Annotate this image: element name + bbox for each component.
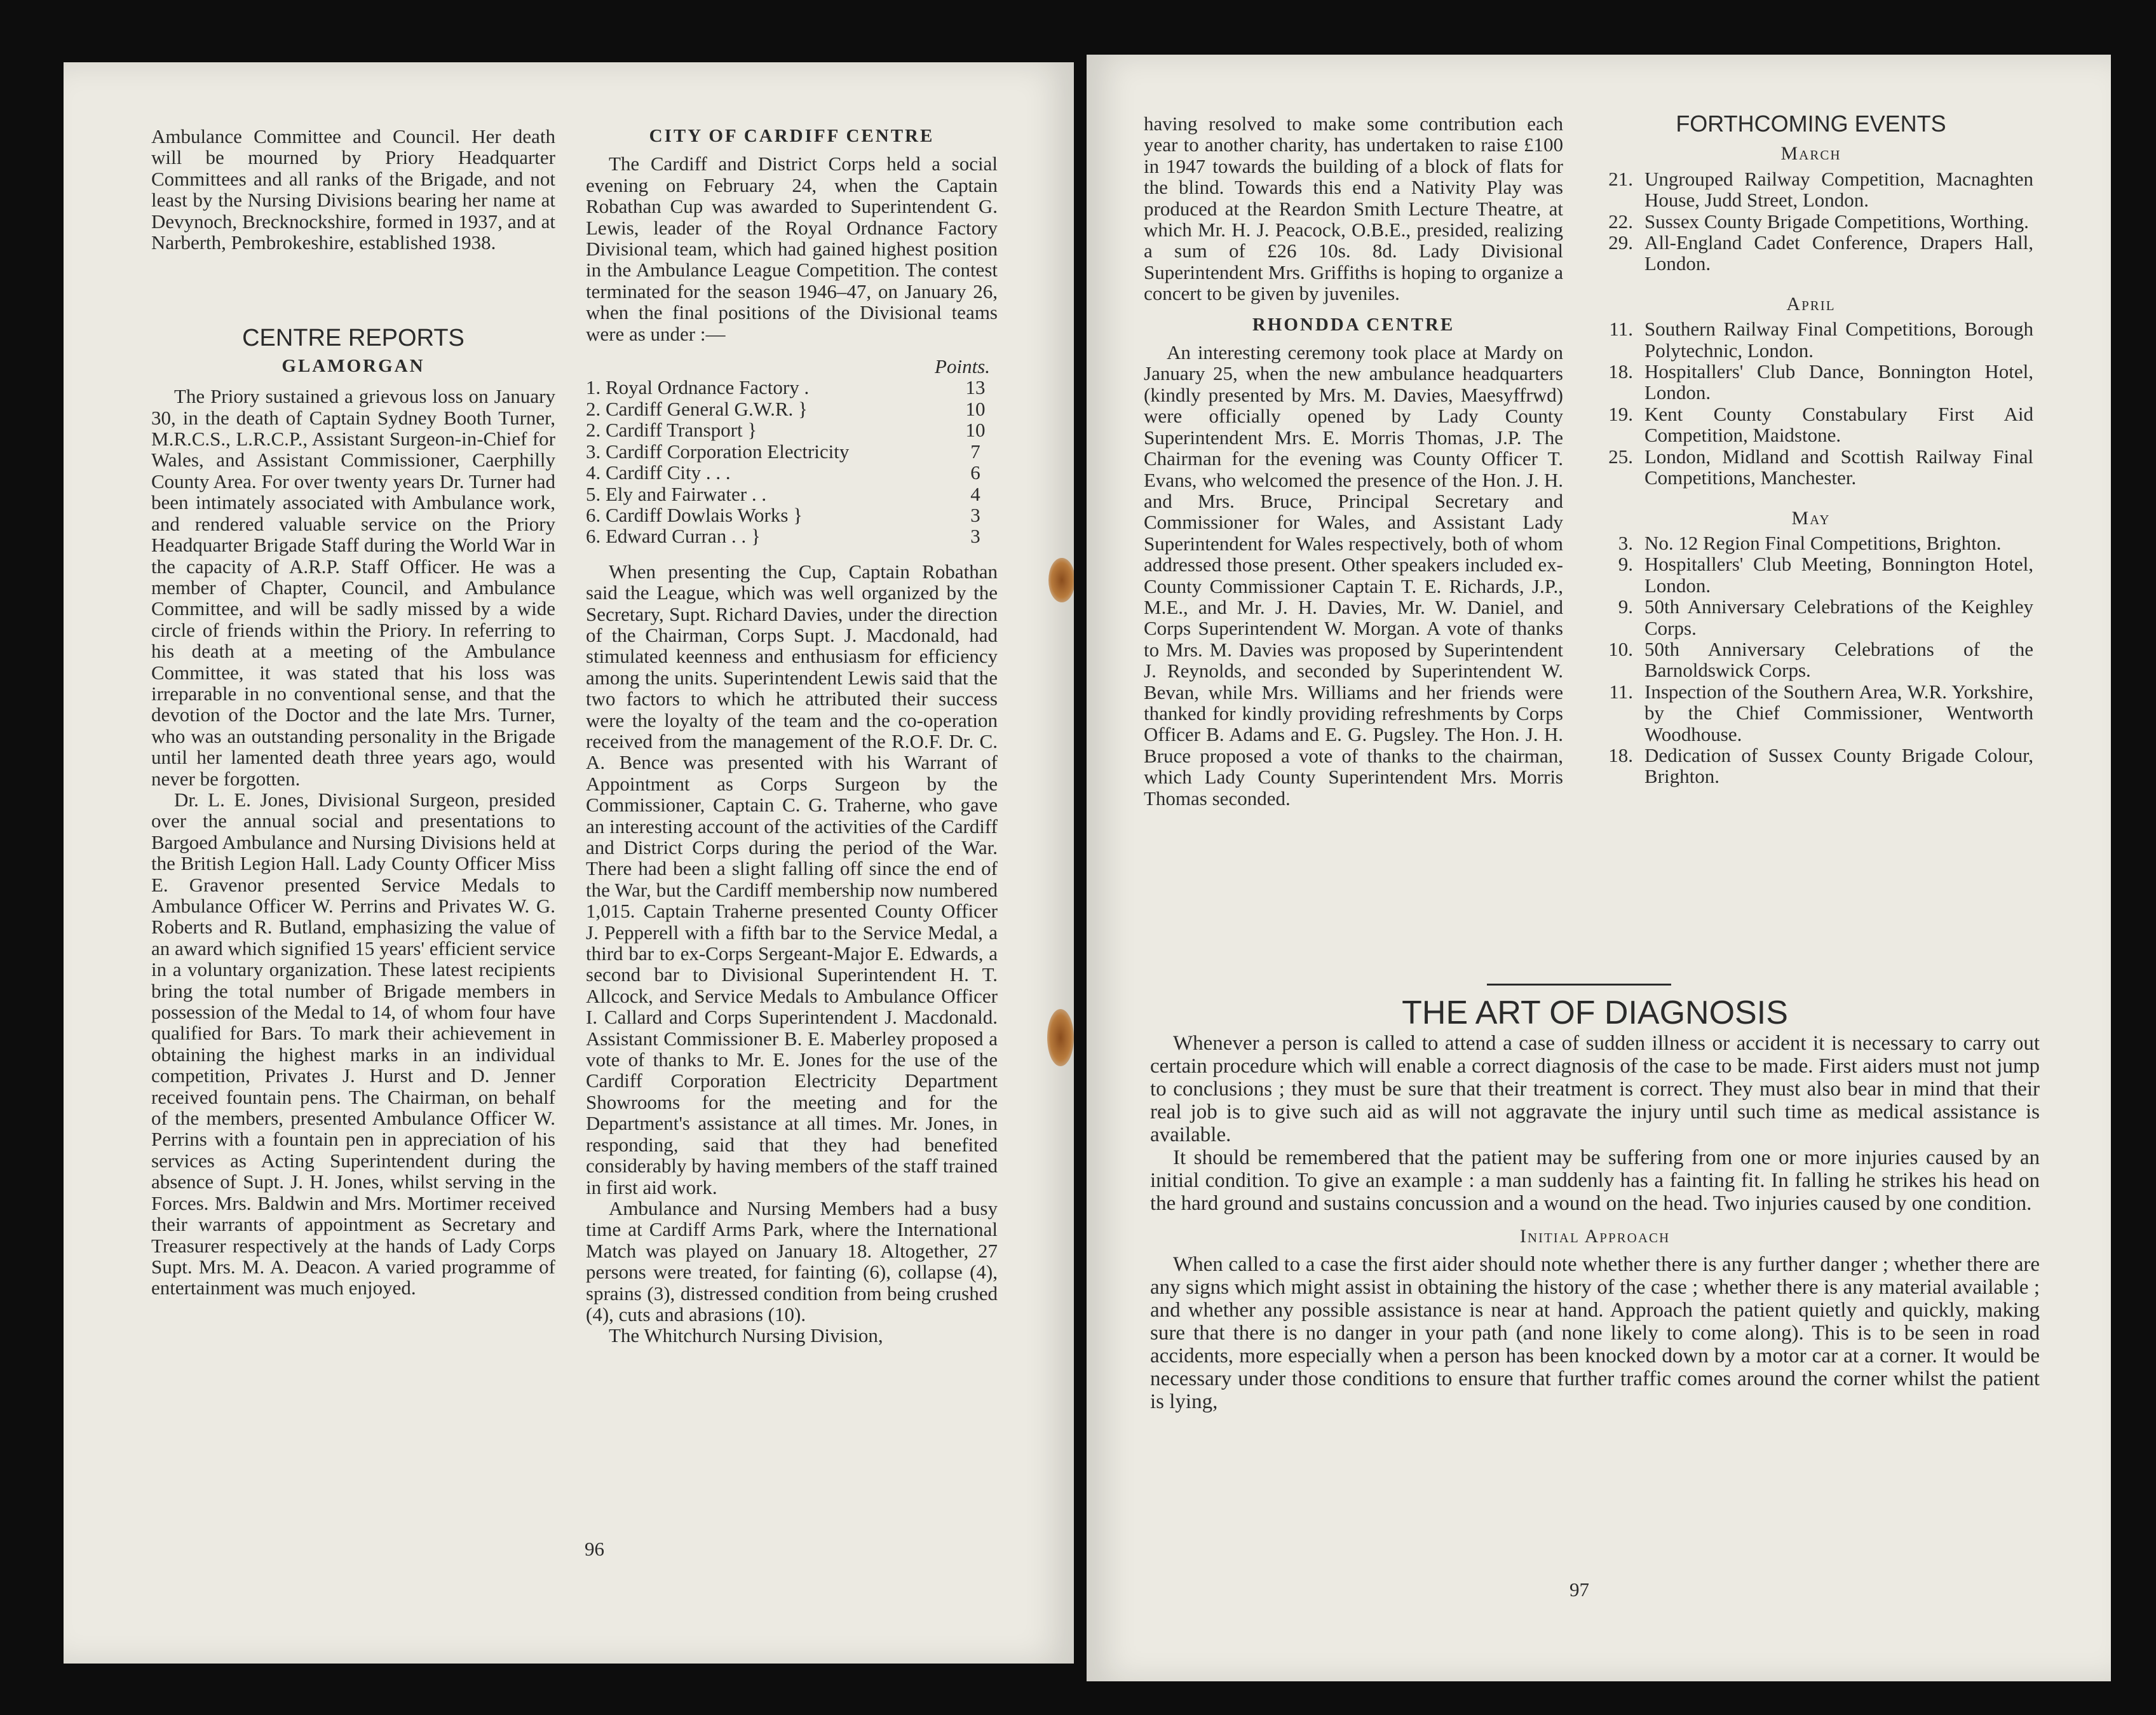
rhondda-paragraph: An interesting ceremony took place at Mardy on January 25, when the new ambulance headquarters (kindly presented by Mrs. M. Davies, Maesyffrwd) were officially opened by Lady County Superintendent Mrs. E. Morris Thomas, J.P. The Chairman for the evening was County Officer T. Evans, who welcomed the presence of the Hon. J. H. and Mrs. Bruce, Principal Secretary and Commissioner for Wales, and Assistant Lady Superintendent for Wales respectively, both of whom addressed those present. Other speakers included ex-County Commissioner Captain T. E. Richards, J.P., M.E., and Mr. J. H. Davies, Mr. W. Daniel, and Corps Superintendent W. Morgan. A vote of thanks to Mrs. M. Davies was proposed by Superintendent J. Reynolds, and seconded by Superintendent W. Bevan, while Mrs. Williams and her friends were thanked for kindly providing refreshments by Corps Officer B. Adams and E. G. Pugsley. The Hon. J. H. Bruce proposed a vote of thanks to the chairman, which Lady County Superintendent Mrs. Morris Thomas seconded. xyxy=(1144,341,1563,810)
events-list-march xyxy=(1589,168,2033,275)
page-number-right: 97 xyxy=(1570,1578,1589,1601)
event-date: 22. xyxy=(1608,210,1633,233)
events-heading: FORTHCOMING EVENTS xyxy=(1676,111,1946,137)
cardiff-paragraph-4: The Whitchurch Nursing Division, xyxy=(609,1324,883,1347)
table-row xyxy=(586,525,998,546)
event-date: 11. xyxy=(1609,680,1633,703)
team-points: 7 xyxy=(970,440,980,463)
event-date: 19. xyxy=(1608,402,1633,425)
cardiff-paragraph-1: The Cardiff and District Corps held a social evening on February 24, when the Captain Robathan Cup was awarded to Superintendent G. Lewis, leader of the Royal Ordnance Factory Divisional team, which had gained highest position in the Ambulance League Competition. The contest terminated for the season 1946–47, on January 26, when the final positions of the Divisional teams were as under :— xyxy=(586,153,998,345)
team-name: 2. Cardiff General G.W.R. } xyxy=(586,397,808,420)
rhondda-heading: RHONDDA CENTRE xyxy=(1252,314,1455,335)
events-list-april xyxy=(1589,318,2033,488)
table-row xyxy=(586,377,998,398)
league-table xyxy=(586,356,998,547)
event-date: 3. xyxy=(1618,531,1633,554)
table-row xyxy=(586,419,998,440)
table-row xyxy=(586,441,998,462)
points-header: Points. xyxy=(935,355,990,378)
list-item xyxy=(1589,532,2033,553)
event-date: 29. xyxy=(1608,231,1633,254)
table-row xyxy=(586,398,998,419)
list-item xyxy=(1589,318,2033,361)
list-item xyxy=(1589,211,2033,232)
event-date: 9. xyxy=(1618,595,1633,618)
team-points: 4 xyxy=(970,482,980,505)
centre-reports-heading: CENTRE REPORTS xyxy=(242,325,464,352)
event-text: All-England Cadet Conference, Drapers Hall, London. xyxy=(1644,231,2033,275)
table-row xyxy=(586,462,998,483)
table-row xyxy=(586,505,998,525)
section-divider xyxy=(1487,984,1671,986)
month-heading-march: March xyxy=(1780,143,1841,165)
event-date: 18. xyxy=(1608,360,1633,383)
cardiff-paragraph-3: Ambulance and Nursing Members had a busy time at Cardiff Arms Park, where the International Match was played on January 18. Altogether, 27 persons were treated, for fainting (6), collapse (4), sprains (3), distressed condition from being crushed (4), cuts and abrasions (10). xyxy=(586,1196,998,1325)
event-text: 50th Anniversary Celebrations of the Barnoldswick Corps. xyxy=(1644,637,2033,682)
stain-mark xyxy=(1047,1009,1074,1066)
list-item xyxy=(1589,403,2033,446)
team-name: 1. Royal Ordnance Factory . xyxy=(586,376,810,399)
left-page xyxy=(64,62,1074,1664)
list-item xyxy=(1589,553,2033,596)
list-item xyxy=(1589,232,2033,275)
list-item xyxy=(1589,361,2033,403)
left-column-2 xyxy=(586,126,998,1346)
list-item xyxy=(1589,745,2033,787)
team-points: 13 xyxy=(965,376,986,399)
events-list-may xyxy=(1589,532,2033,787)
team-name: 6. Cardiff Dowlais Works } xyxy=(586,503,803,526)
initial-approach-heading: Initial Approach xyxy=(1519,1226,1671,1247)
team-name: 4. Cardiff City . . . xyxy=(586,461,731,484)
list-item xyxy=(1589,639,2033,681)
event-date: 21. xyxy=(1608,167,1633,190)
event-text: No. 12 Region Final Competitions, Brighton. xyxy=(1644,531,2002,554)
event-text: Kent County Constabulary First Aid Competition, Maidstone. xyxy=(1644,402,2033,447)
event-date: 18. xyxy=(1608,743,1633,766)
cardiff-heading: CITY OF CARDIFF CENTRE xyxy=(649,126,935,146)
diagnosis-article xyxy=(1150,994,2040,1413)
event-text: Ungrouped Railway Competition, Macnaghten House, Judd Street, London. xyxy=(1644,167,2033,212)
cardiff-paragraph-2: When presenting the Cup, Captain Robathan said the League, which was well organized by the Secretary, Supt. Richard Davies, under the direction of the Chairman, Corps Supt. J. Macdonald, had stimulated keenness and enthusiasm for efficiency among the units. Superintendent Lewis said that the two factors to which he attributed their success were the loyalty of the team and the co-operation received from the management of the R.O.F. Dr. C. A. Bence was presented with his Warrant of Appointment as Corps Surgeon by the Commissioner, Captain C. G. Traherne, who gave an interesting account of the activities of the Cardiff and District Corps during the period of the War. There had been a slight falling off since the end of the War, but the Cardiff membership now numbered 1,015. Captain Traherne presented County Officer J. Pepperell with a fifth bar to the Service Medal, a third bar to ex-Corps Sergeant-Major E. Edwards, a second bar to Divisional Superintendent H. T. Allcock, and Service Medals to Ambulance Officer I. Callard and Corps Superintendent J. Macdonald. Assistant Commissioner B. E. Maberley proposed a vote of thanks to Mr. E. Jones for the use of the Cardiff Corporation Electricity Department Showrooms for the meeting and for the Department's assistance at all times. Mr. Jones, in responding, said that they had benefited considerably by having members of the staff trained in first aid work. xyxy=(586,560,998,1198)
event-date: 11. xyxy=(1609,318,1633,341)
event-text: Sussex County Brigade Competitions, Worthing. xyxy=(1644,210,2029,233)
glamorgan-paragraph-2: Dr. L. E. Jones, Divisional Surgeon, presided over the annual social and presentations to Bargoed Ambulance and Nursing Divisions held at the British Legion Hall. Lady County Officer Miss E. Gravenor presented Service Medals to Ambulance Officer W. Perrins and Privates W. G. Roberts and R. Butland, emphasizing the value of an award which signified 15 years' efficient service in a voluntary organization. These latest recipients bring the total number of Brigade members in possession of the Medal to 14, of whom four have qualified for Bars. To mark their achievement in obtaining the highest marks in an individual competition, Privates J. Hurst and D. Jenner received fountain pens. The Chairman, on behalf of the members, presented Ambulance Officer W. Perrins with a fountain pen in appreciation of his services as Acting Superintendent during the absence of Supt. J. H. Jones, whilst serving in the Forces. Mrs. Baldwin and Mrs. Mortimer received their warrants of appointment as Secretary and Treasurer respectively at the hands of Lady Corps Supt. Mrs. M. A. Deacon. A varied programme of entertainment was much enjoyed. xyxy=(151,788,555,1299)
stain-mark xyxy=(1048,558,1074,602)
table-row xyxy=(586,484,998,505)
event-date: 9. xyxy=(1618,553,1633,576)
whitchurch-continuation: having resolved to make some contribution each year to another charity, has undertaken to raise £100 in 1947 towards the building of a block of flats for the blind. Towards this end a Nativity Play was produced at the Reardon Smith Lecture Theatre, at which Mr. H. J. Peacock, O.B.E., presided, realizing a sum of £26 10s. 8d. Lady Divisional Superintendent Mrs. Griffiths is hoping to organize a concert to be given by juveniles. xyxy=(1144,112,1563,305)
team-name: 2. Cardiff Transport } xyxy=(586,419,757,442)
article-title: THE ART OF DIAGNOSIS xyxy=(1402,994,1788,1031)
event-date: 10. xyxy=(1608,637,1633,660)
event-text: Inspection of the Southern Area, W.R. Yorkshire, by the Chief Commissioner, Wentworth Woodhouse. xyxy=(1644,680,2033,745)
event-text: Southern Railway Final Competitions, Borough Polytechnic, London. xyxy=(1644,318,2033,362)
glamorgan-paragraph-1: The Priory sustained a grievous loss on January 30, in the death of Captain Sydney Booth Turner, M.R.C.S., L.R.C.P., Assistant Surgeon-in-Chief for Wales, and Assistant Commissioner, Caerphilly County Area. For over twenty years Dr. Turner had been intimately associated with Ambulance work, and rendered valuable service on the Priory Headquarter Brigade Staff during the World War in the capacity of A.R.P. Staff Officer. He was a member of Chapter, Council, and Ambulance Committee, and will be sadly missed by a wide circle of friends within the Priory. In referring to his death at a meeting of the Ambulance Committee, it was stated that his loss was irreparable in no conventional sense, and that the devotion of the Doctor and the late Mrs. Turner, who was an outstanding personality in the Brigade until her lamented death three years ago, would never be forgotten. xyxy=(151,385,555,790)
team-points: 3 xyxy=(970,525,980,548)
page-number-left: 96 xyxy=(585,1538,604,1560)
list-item xyxy=(1589,681,2033,745)
list-item xyxy=(1589,446,2033,489)
team-name: 5. Ely and Fairwater . . xyxy=(586,482,767,505)
team-points: 6 xyxy=(970,461,980,484)
month-heading-may: May xyxy=(1791,507,1831,529)
event-date: 25. xyxy=(1608,445,1633,468)
team-points: 10 xyxy=(965,419,986,442)
list-item xyxy=(1589,168,2033,211)
team-points: 10 xyxy=(965,397,986,420)
event-text: Hospitallers' Club Dance, Bonnington Hotel, London. xyxy=(1644,360,2033,404)
diagnosis-paragraph-2: It should be remembered that the patient may be suffering from one or more injuries caused by an initial condition. To give an example : a man suddenly has a fainting fit. In falling he strikes his head on the hard ground and sustains concussion and a wound on the head. Two injuries caused by one condition. xyxy=(1150,1146,2040,1215)
event-text: 50th Anniversary Celebrations of the Keighley Corps. xyxy=(1644,595,2033,639)
team-name: 6. Edward Curran . . } xyxy=(586,525,761,548)
event-text: London, Midland and Scottish Railway Final Competitions, Manchester. xyxy=(1644,445,2033,489)
list-item xyxy=(1589,596,2033,639)
event-text: Hospitallers' Club Meeting, Bonnington Hotel, London. xyxy=(1644,553,2033,597)
team-name: 3. Cardiff Corporation Electricity xyxy=(586,440,850,463)
diagnosis-paragraph-1: Whenever a person is called to attend a case of sudden illness or accident it is necessary to carry out certain procedure which will enable a correct diagnosis of the case to be made. First aiders must not jump to conclusions ; they must be sure that their treatment is correct. They must also bear in mind that their real job is to give such aid as will not aggravate the injury until such time as medical assistance is available. xyxy=(1150,1032,2040,1146)
glamorgan-heading: GLAMORGAN xyxy=(281,355,425,376)
right-page xyxy=(1087,55,2111,1681)
intro-paragraph: Ambulance Committee and Council. Her death will be mourned by Priory Headquarter Committees and all ranks of the Brigade, and not least by the Nursing Divisions bearing her name at Devynoch, Brecknockshire, formed in 1937, and at Narberth, Pembrokeshire, established 1938. xyxy=(151,125,555,254)
month-heading-april: April xyxy=(1786,293,1836,315)
forthcoming-events-column xyxy=(1589,113,2033,787)
team-points: 3 xyxy=(970,503,980,526)
event-text: Dedication of Sussex County Brigade Colour, Brighton. xyxy=(1644,743,2033,788)
diagnosis-paragraph-3: When called to a case the first aider should note whether there is any further danger ; whether there are any signs which might assist in obtaining the history of the case ; whether there is any material available ; and whether any possible assistance is near at hand. Approach the patient quietly and quickly, making sure that there is no danger in your path (and none likely to come along). This is to be seen in road accidents, more especially when a person has been knocked down by a motor car at a corner. It would be necessary under those conditions to ensure that further traffic comes around the corner whilst the patient is lying, xyxy=(1150,1253,2040,1413)
left-column-1 xyxy=(151,126,555,1299)
right-column-1 xyxy=(1144,113,1563,809)
